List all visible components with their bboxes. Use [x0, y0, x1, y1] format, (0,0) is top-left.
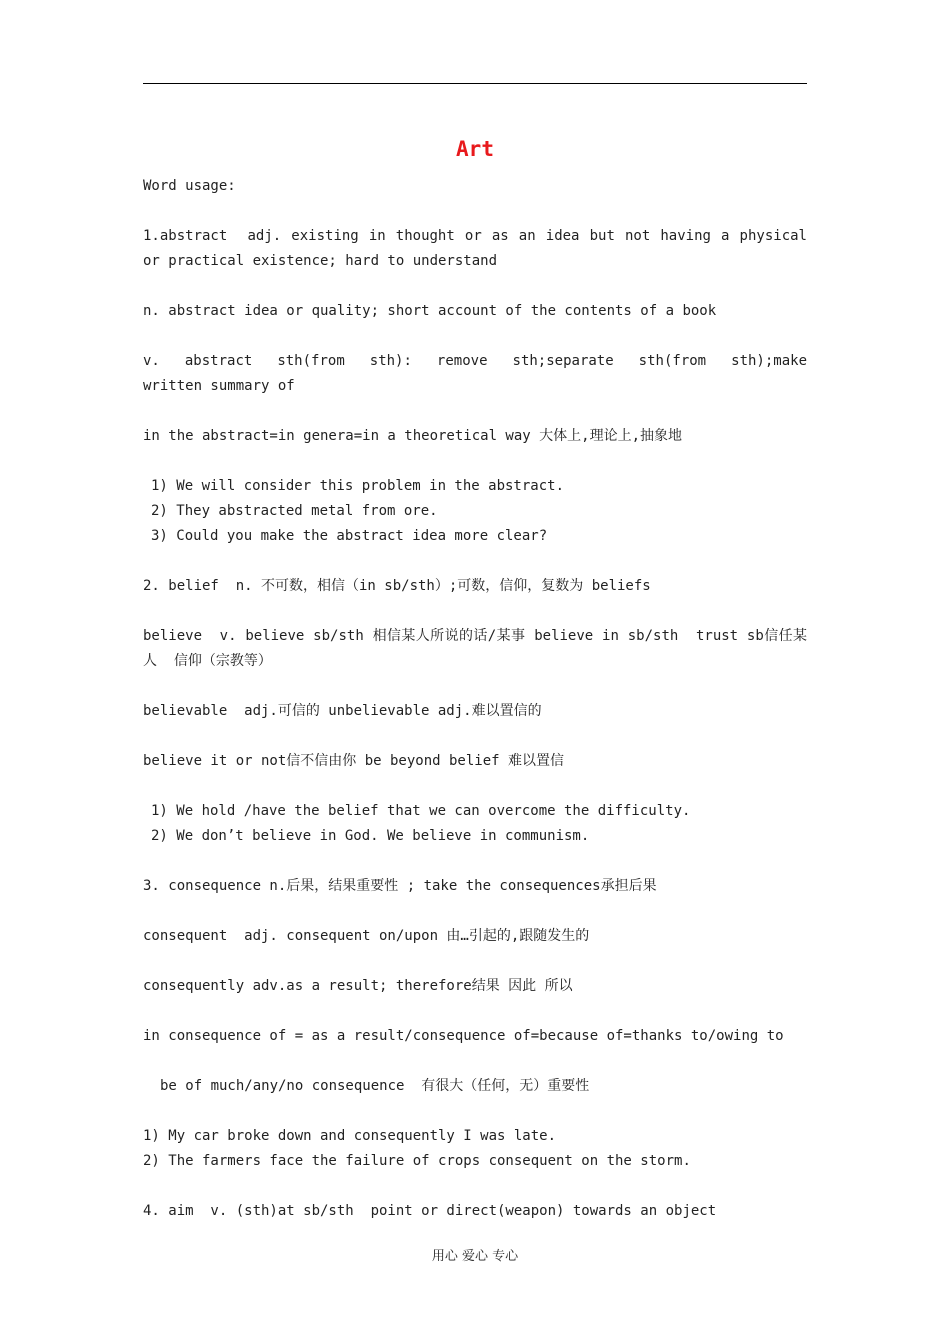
phrase-line: in the abstract=in genera=in a theoretical way 大体上,理论上,抽象地: [143, 428, 683, 444]
definition-line: consequent adj. consequent on/upon 由…引起的,跟随发生的: [143, 928, 590, 944]
header-rule: [143, 83, 807, 84]
section-heading: Word usage:: [143, 178, 236, 194]
definition-line: 3. consequence n.后果，结果重要性 ; take the consequences承担后果: [143, 878, 657, 894]
example-sentence: 3) Could you make the abstract idea more clear?: [151, 528, 548, 544]
definition-line: 2. belief n. 不可数，相信（in sb/sth）;可数，信仰，复数为 beliefs: [143, 578, 651, 594]
phrase-line: be of much/any/no consequence 有很大（任何，无）重要性: [160, 1078, 590, 1094]
definition-line: 1.abstract adj. existing in thought or as an idea but not having a physical or practical existence; hard to understand: [143, 228, 816, 269]
example-sentence: 2) They abstracted metal from ore.: [151, 503, 438, 519]
example-sentence: 1) We will consider this problem in the abstract.: [151, 478, 565, 494]
example-sentence: 1) We hold /have the belief that we can overcome the difficulty.: [151, 803, 691, 819]
phrase-line: in consequence of = as a result/consequence of=because of=thanks to/owing to: [143, 1028, 784, 1044]
document-body: [143, 174, 824, 1224]
page-title: Art: [456, 137, 494, 161]
phrase-line: believe it or not信不信由你 be beyond belief 难以置信: [143, 753, 565, 769]
definition-line: n. abstract idea or quality; short account of the contents of a book: [143, 303, 717, 319]
definition-line: v. abstract sth(from sth): remove sth;separate sth(from sth);make written summary of: [143, 353, 824, 394]
definition-line: believable adj.可信的 unbelievable adj.难以置信的: [143, 703, 542, 719]
definition-line: believe v. believe sb/sth 相信某人所说的话/某事 believe in sb/sth trust sb信任某人 信仰（宗教等）: [143, 628, 807, 669]
example-sentence: 2) The farmers face the failure of crops consequent on the storm.: [143, 1153, 691, 1169]
definition-line: 4. aim v. (sth)at sb/sth point or direct(weapon) towards an object: [143, 1203, 717, 1219]
example-sentence: 1) My car broke down and consequently I was late.: [143, 1128, 557, 1144]
example-sentence: 2) We don’t believe in God. We believe in communism.: [151, 828, 590, 844]
definition-line: consequently adv.as a result; therefore结果 因此 所以: [143, 978, 573, 994]
page-footer: 用心 爱心 专心: [431, 1249, 519, 1264]
